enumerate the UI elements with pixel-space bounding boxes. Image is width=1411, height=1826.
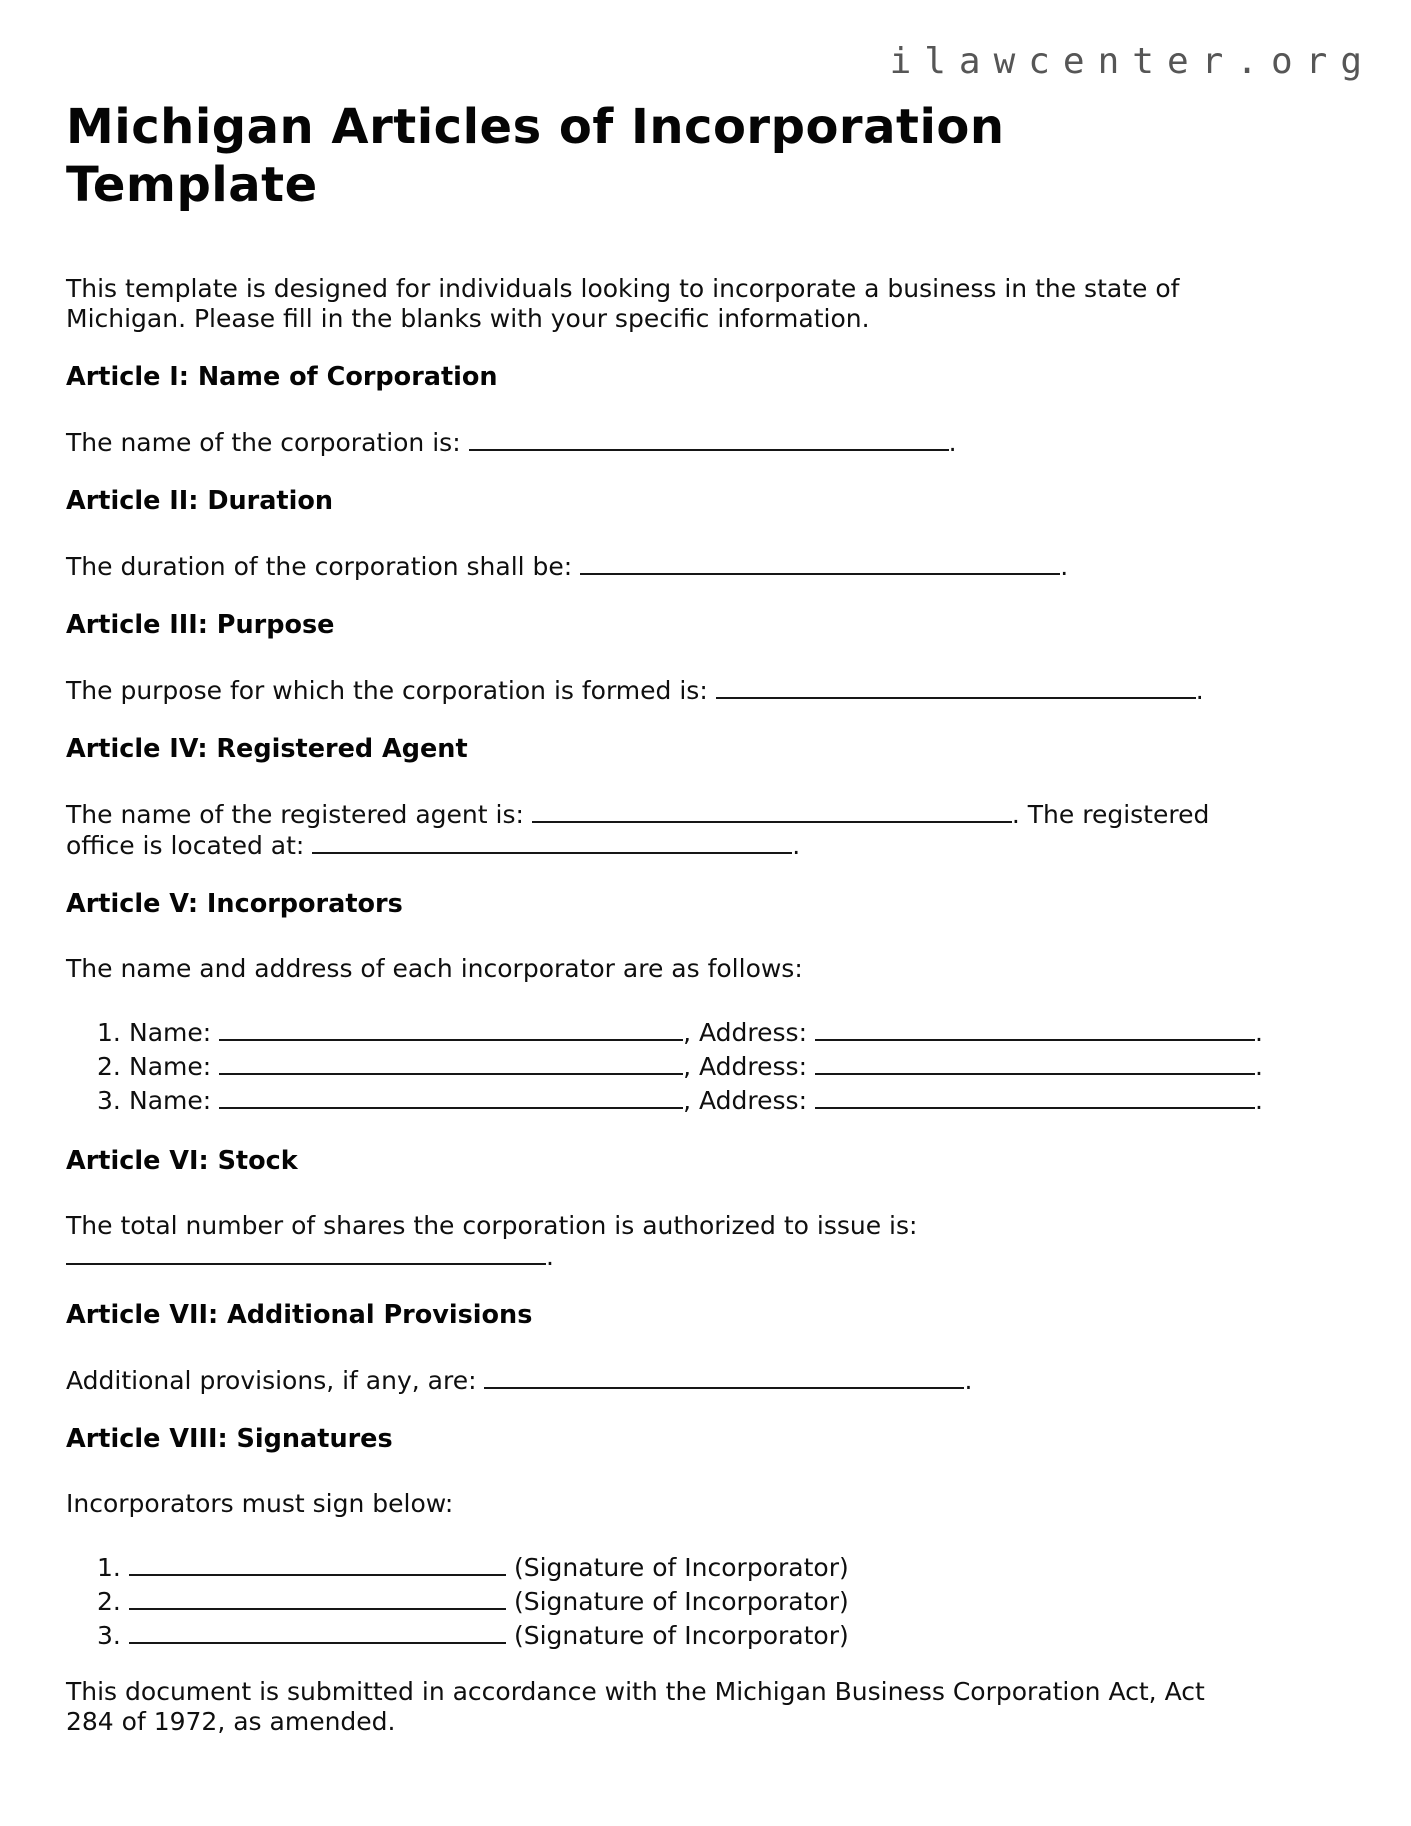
period: . — [1195, 676, 1204, 705]
list-number: 3. — [97, 1621, 121, 1650]
blank-line-office-address — [312, 830, 792, 854]
list-number: 3. — [97, 1086, 121, 1115]
article-4-heading: Article IV: Registered Agent — [66, 734, 468, 764]
article-4-paragraph — [66, 799, 1375, 861]
address-label: , Address: — [683, 1052, 815, 1081]
signature-caption: (Signature of Incorporator) — [506, 1621, 849, 1650]
article-8-heading: Article VIII: Signatures — [66, 1424, 393, 1454]
signature-row — [97, 1585, 1375, 1619]
period: . — [1060, 552, 1069, 581]
article-4-label: The name of the registered agent is: — [66, 800, 532, 829]
blank-line-incorporator-name-3 — [219, 1085, 683, 1109]
period: . — [1254, 1086, 1263, 1115]
list-number: 1. — [97, 1553, 121, 1582]
blank-line-purpose — [716, 675, 1196, 699]
article-4-label-continued: . The registered — [1011, 800, 1210, 829]
blank-line-corporation-name — [469, 427, 949, 451]
article-7-label: Additional provisions, if any, are: — [66, 1366, 485, 1395]
blank-line-additional-provisions — [484, 1365, 964, 1389]
blank-line-incorporator-address-2 — [815, 1051, 1255, 1075]
blank-line-signature-2 — [129, 1586, 506, 1610]
blank-line-signature-1 — [129, 1552, 506, 1576]
list-number: 2. — [97, 1587, 121, 1616]
signature-row — [97, 1619, 1375, 1653]
address-label: , Address: — [683, 1018, 815, 1047]
article-7-paragraph — [66, 1365, 1375, 1396]
article-8-lead: Incorporators must sign below: — [66, 1489, 454, 1518]
blank-line-signature-3 — [129, 1620, 506, 1644]
signature-caption: (Signature of Incorporator) — [506, 1553, 849, 1582]
blank-line-incorporator-name-2 — [219, 1051, 683, 1075]
address-label: , Address: — [683, 1086, 815, 1115]
intro-paragraph — [66, 274, 1375, 334]
article-6-paragraph — [66, 1211, 1375, 1272]
article-1-paragraph — [66, 427, 1375, 458]
name-label: Name: — [129, 1052, 220, 1081]
list-number: 1. — [97, 1018, 121, 1047]
article-2-heading: Article II: Duration — [66, 486, 334, 516]
article-2-paragraph — [66, 551, 1375, 582]
blank-line-share-count — [66, 1241, 546, 1265]
blank-line-duration — [580, 551, 1060, 575]
article-3-paragraph — [66, 675, 1375, 706]
incorporator-row — [97, 1050, 1375, 1084]
article-6-label: The total number of shares the corporation is authorized to issue is: — [66, 1211, 918, 1240]
period: . — [948, 428, 957, 457]
incorporator-row — [97, 1084, 1375, 1118]
name-label: Name: — [129, 1018, 220, 1047]
list-number: 2. — [97, 1052, 121, 1081]
article-3-heading: Article III: Purpose — [66, 610, 335, 640]
period: . — [792, 831, 801, 860]
article-3-label: The purpose for which the corporation is formed is: — [66, 676, 716, 705]
closing-paragraph — [66, 1677, 1375, 1737]
intro-line2: Michigan. Please fill in the blanks with your specific information. — [66, 304, 870, 333]
incorporator-row — [97, 1016, 1375, 1050]
period: . — [964, 1366, 973, 1395]
document-title-line1: Michigan Articles of Incorporation — [66, 99, 1005, 155]
closing-line1: This document is submitted in accordance with the Michigan Business Corporation Act, Act — [66, 1677, 1205, 1706]
site-logo: ilawcenter.org — [889, 41, 1375, 82]
article-5-heading: Article V: Incorporators — [66, 889, 403, 919]
article-1-label: The name of the corporation is: — [66, 428, 469, 457]
blank-line-incorporator-name-1 — [219, 1017, 683, 1041]
article-2-label: The duration of the corporation shall be: — [66, 552, 581, 581]
period: . — [1254, 1052, 1263, 1081]
closing-line2: 284 of 1972, as amended. — [66, 1707, 396, 1736]
incorporators-list — [66, 1016, 1375, 1118]
blank-line-agent-name — [532, 799, 1012, 823]
period: . — [546, 1242, 554, 1271]
signatures-list — [66, 1551, 1375, 1653]
name-label: Name: — [129, 1086, 220, 1115]
blank-line-incorporator-address-1 — [815, 1017, 1255, 1041]
article-7-heading: Article VII: Additional Provisions — [66, 1300, 533, 1330]
intro-line1: This template is designed for individuals looking to incorporate a business in the state of — [66, 274, 1180, 303]
article-1-heading: Article I: Name of Corporation — [66, 362, 498, 392]
blank-line-incorporator-address-3 — [815, 1085, 1255, 1109]
article-5-lead: The name and address of each incorporator are as follows: — [66, 954, 803, 983]
signature-row — [97, 1551, 1375, 1585]
article-6-heading: Article VI: Stock — [66, 1146, 298, 1176]
signature-caption: (Signature of Incorporator) — [506, 1587, 849, 1616]
document-title — [66, 98, 1375, 214]
document-title-line2: Template — [66, 157, 318, 213]
period: . — [1254, 1018, 1263, 1047]
article-4-office-label: office is located at: — [66, 831, 313, 860]
